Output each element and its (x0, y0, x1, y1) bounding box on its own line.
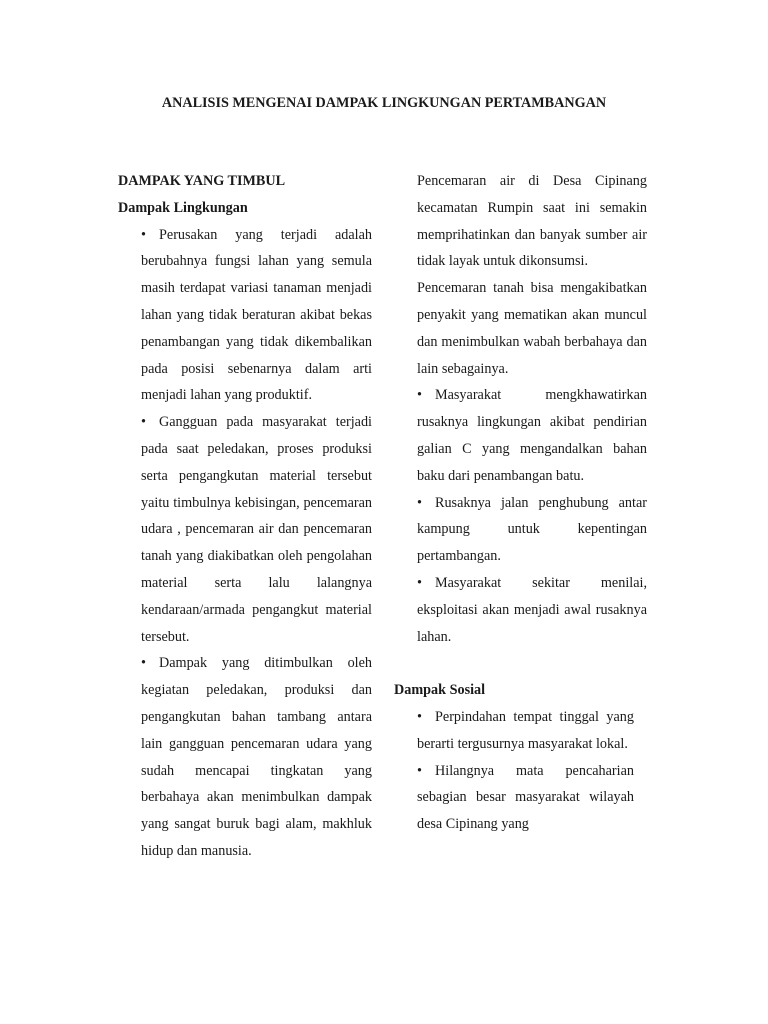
list-item (118, 650, 372, 864)
list-item (394, 570, 647, 650)
right-column (394, 168, 647, 838)
paragraph: Pencemaran air di Desa Cipinang kecamatan Rumpin saat ini semakin memprihatinkan dan banyak sumber air tidak layak untuk dikonsumsi. (417, 173, 647, 270)
list-item (118, 409, 372, 650)
list-item (394, 704, 634, 758)
page-title: ANALISIS MENGENAI DAMPAK LINGKUNGAN PERTAMBANGAN (161, 95, 607, 111)
bullet-icon: • (141, 655, 146, 672)
list-item-text: Hilangnya mata pencaharian sebagian besar masyarakat wilayah desa Cipinang yang (417, 762, 634, 833)
community-concern-list (394, 382, 647, 650)
list-item-text: Rusaknya jalan penghubung antar kampung untuk kepentingan pertambangan. (417, 494, 647, 565)
list-item-text: Dampak yang ditimbulkan oleh kegiatan peledakan, produksi dan pengangkutan bahan tambang antara lain gangguan pencemaran udara yang sudah mencapai tingkatan yang berbahaya akan menimbulkan dampak yang sangat buruk bagi alam, makhluk hidup dan manusia. (141, 655, 372, 859)
social-impact-list (394, 704, 647, 838)
list-item-text: Perusakan yang terjadi adalah berubahnya fungsi lahan yang semula masih terdapat variasi tanaman menjadi lahan yang tidak beraturan akibat bekas penambangan yang tidak dikembalikan pada posisi sebenarnya dalam arti menjadi lahan yang produktif. (141, 226, 372, 404)
bullet-icon: • (417, 494, 422, 511)
subheading-dampak-sosial: Dampak Sosial (394, 682, 486, 699)
bullet-icon: • (141, 226, 146, 243)
list-item-text: Perpindahan tempat tinggal yang berarti tergusurnya masyarakat lokal. (417, 708, 634, 752)
list-item (394, 382, 647, 489)
bullet-icon: • (141, 414, 146, 431)
bullet-icon: • (417, 574, 422, 591)
list-item-text: Masyarakat mengkhawatirkan rusaknya lingkungan akibat pendirian galian C yang mengandalkan bahan baku dari penambangan batu. (417, 387, 647, 484)
section-heading-dampak-yang-timbul: DAMPAK YANG TIMBUL (118, 173, 286, 189)
left-column (118, 168, 372, 865)
subheading-dampak-lingkungan: Dampak Lingkungan (118, 199, 248, 216)
list-item (118, 222, 372, 410)
bullet-icon: • (417, 387, 422, 404)
list-item (394, 490, 647, 570)
paragraph: Pencemaran tanah bisa mengakibatkan penyakit yang mematikan akan muncul dan menimbulkan wabah berbahaya dan lain sebagainya. (417, 280, 647, 377)
bullet-icon: • (417, 762, 422, 779)
list-item-text: Gangguan pada masyarakat terjadi pada saat peledakan, proses produksi serta pengangkutan material tersebut yaitu timbulnya kebisingan, pencemaran udara , pencemaran air dan pencemaran tanah yang diakibatkan oleh pengolahan material serta lalu lalangnya kendaraan/armada pengangkut material tersebut. (141, 414, 372, 645)
bullet-icon: • (417, 708, 422, 725)
list-item-text: Masyarakat sekitar menilai, eksploitasi akan menjadi awal rusaknya lahan. (417, 574, 647, 645)
environmental-impact-list (118, 222, 372, 865)
spacer (394, 650, 647, 677)
list-item (394, 758, 634, 838)
